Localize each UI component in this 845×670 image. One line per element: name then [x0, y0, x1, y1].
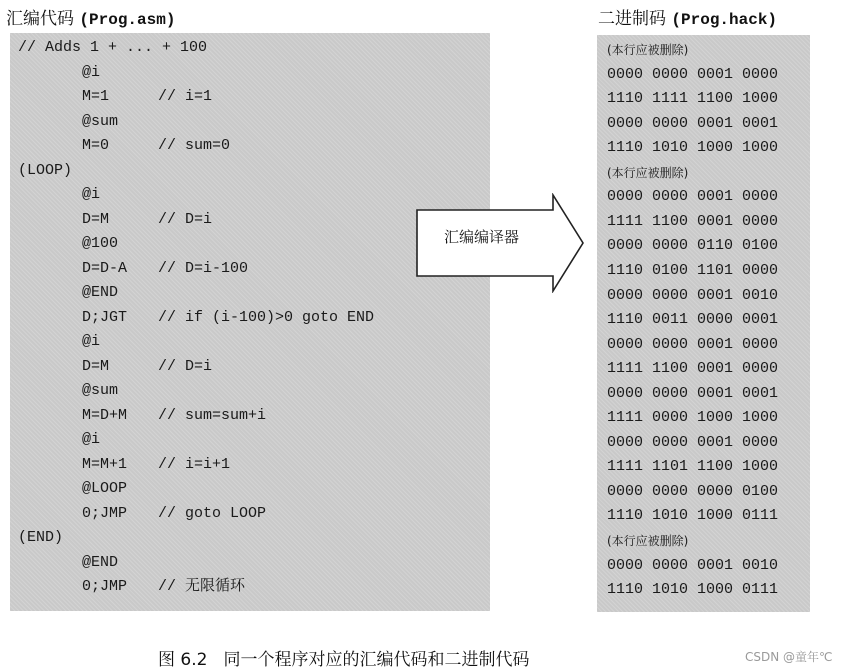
asm-code: @END — [82, 553, 119, 571]
asm-line — [82, 134, 231, 159]
asm-code: 0;JMP — [82, 504, 128, 522]
watermark: CSDN @童年℃ — [745, 650, 833, 664]
asm-line — [82, 477, 127, 502]
asm-line — [82, 306, 375, 331]
asm-code: @100 — [82, 235, 119, 252]
asm-title — [6, 4, 175, 29]
asm-code: @sum — [82, 382, 119, 399]
asm-line — [82, 453, 231, 478]
bin-line: 1110 0011 0000 0001 — [607, 311, 779, 329]
asm-line — [82, 330, 100, 355]
asm-code: M=M+1 — [82, 455, 128, 473]
binary-code-panel — [597, 35, 810, 612]
asm-comment: // sum=0 — [158, 137, 231, 154]
asm-code: 0;JMP — [82, 578, 128, 595]
asm-code: (END) — [18, 529, 64, 546]
asm-line — [18, 159, 72, 184]
figure-number: 图 6.2 — [158, 650, 208, 670]
bin-line: 0000 0000 0001 0010 — [607, 286, 779, 304]
asm-line — [82, 428, 100, 453]
asm-code: @i — [82, 431, 101, 448]
asm-line — [82, 551, 118, 576]
asm-line — [82, 208, 213, 233]
asm-line — [82, 379, 118, 404]
asm-code: @i — [82, 333, 101, 350]
asm-line — [82, 502, 267, 527]
bin-line: 0000 0000 0001 0010 — [607, 556, 779, 574]
bin-note: (本行应被删除) — [607, 165, 689, 180]
asm-comment: // 无限循环 — [158, 578, 246, 595]
asm-comment: // i=1 — [158, 88, 213, 105]
bin-line: 0000 0000 0001 0000 — [607, 433, 779, 451]
asm-code: M=D+M — [82, 406, 128, 424]
asm-comment: // D=i-100 — [158, 259, 249, 277]
bin-line: 1111 1101 1100 1000 — [607, 458, 779, 476]
asm-line — [18, 526, 63, 551]
asm-line — [82, 183, 100, 208]
bin-title — [598, 4, 777, 29]
bin-line: 0000 0000 0001 0000 — [607, 65, 779, 83]
asm-line — [82, 404, 267, 429]
figure-caption — [158, 645, 529, 670]
bin-line: 1110 0100 1101 0000 — [607, 261, 779, 279]
bin-line: 1111 1100 0001 0000 — [607, 212, 779, 230]
asm-comment: // D=i — [158, 357, 213, 375]
bin-line: 1110 1010 1000 1000 — [607, 139, 779, 157]
asm-comment: // sum=sum+i — [158, 406, 267, 424]
bin-line: 1110 1010 1000 0111 — [607, 581, 779, 599]
asm-title-file: (Prog.asm) — [79, 11, 176, 29]
bin-line: 1111 0000 1000 1000 — [607, 409, 779, 427]
asm-code: @i — [82, 186, 101, 203]
asm-line — [82, 61, 100, 86]
asm-comment: // goto LOOP — [158, 504, 267, 522]
bin-title-text: 二进制码 — [598, 9, 666, 29]
asm-line — [82, 575, 246, 600]
asm-comment: // i=i+1 — [158, 455, 231, 473]
arrow-label: 汇编编译器 — [444, 228, 520, 246]
asm-line — [82, 110, 118, 135]
asm-code: // Adds 1 + ... + 100 — [18, 39, 208, 56]
asm-code: @END — [82, 284, 119, 301]
asm-code: D=M — [82, 357, 110, 375]
asm-code-panel — [10, 33, 490, 611]
bin-line: 0000 0000 0000 0100 — [607, 482, 779, 500]
asm-comment: // if (i-100)>0 goto END — [158, 308, 375, 326]
bin-line: 0000 0000 0001 0000 — [607, 335, 779, 353]
asm-line — [82, 232, 118, 257]
asm-code: D;JGT — [82, 308, 128, 326]
asm-line — [82, 281, 118, 306]
asm-line — [82, 257, 249, 282]
asm-code: @LOOP — [82, 480, 128, 497]
bin-line: 1111 1100 0001 0000 — [607, 360, 779, 378]
asm-code: D=M — [82, 210, 110, 228]
bin-line: 0000 0000 0001 0000 — [607, 188, 779, 206]
bin-line: 1110 1111 1100 1000 — [607, 90, 779, 108]
asm-comment: // D=i — [158, 210, 213, 228]
asm-code: @sum — [82, 112, 119, 130]
bin-line: 1110 1010 1000 0111 — [607, 507, 779, 525]
asm-line — [82, 85, 213, 110]
bin-note: (本行应被删除) — [607, 534, 689, 548]
bin-line: 0000 0000 0001 0001 — [607, 384, 779, 402]
bin-line: 0000 0000 0001 0001 — [607, 114, 779, 132]
asm-code: (LOOP) — [18, 161, 73, 179]
asm-code: D=D-A — [82, 259, 128, 277]
asm-code: @i — [82, 63, 101, 81]
bin-note: (本行应被删除) — [607, 43, 689, 57]
bin-line: 0000 0000 0110 0100 — [607, 237, 779, 255]
asm-code: M=1 — [82, 88, 110, 105]
asm-code: M=0 — [82, 137, 110, 154]
asm-line — [18, 36, 207, 61]
asm-title-text: 汇编代码 — [6, 9, 74, 29]
bin-title-file: (Prog.hack) — [671, 11, 778, 29]
asm-line — [82, 355, 213, 380]
figure-caption-text: 同一个程序对应的汇编代码和二进制代码 — [223, 650, 530, 670]
